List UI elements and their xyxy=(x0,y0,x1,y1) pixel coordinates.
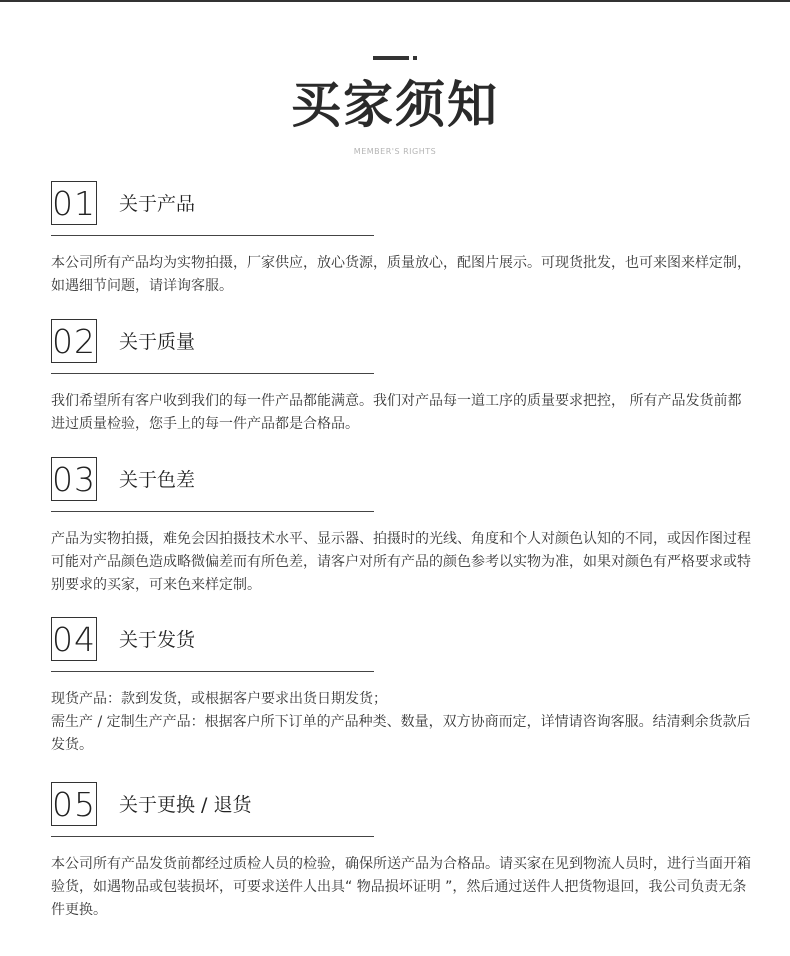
section-body xyxy=(51,688,751,757)
section-text: 现货产品：款到发货，或根据客户要求出货日期发货； xyxy=(51,691,387,707)
section-number: 05 xyxy=(51,782,97,826)
section-body xyxy=(51,528,751,597)
section-text: 本公司所有产品发货前都经过质检人员的检验，确保所送产品为合格品。请买家在见到物流人员时，进行当面开箱验货，如遇物品或包装损坏，可要求送件人出具“ 物品损坏证明 ”，然后通过送件人把货物退回，我公司负责无条件更换。 xyxy=(51,856,751,918)
section-title: 关于色差 xyxy=(119,469,196,491)
title-decoration-bar xyxy=(373,56,409,60)
page-title: 买家须知 xyxy=(291,76,499,134)
section-number: 04 xyxy=(51,617,97,661)
section-text: 需生产 / 定制生产产品：根据客户所下订单的产品种类、数量，双方协商而定，详情请咨询客服。结清剩余货款后发货。 xyxy=(51,714,751,753)
section-body xyxy=(51,390,751,436)
section-title: 关于产品 xyxy=(119,193,196,215)
section-title: 关于质量 xyxy=(119,331,196,353)
section-text: 我们希望所有客户收到我们的每一件产品都能满意。我们对产品每一道工序的质量要求把控， 所有产品发货前都进过质量检验，您手上的每一件产品都是合格品。 xyxy=(51,393,742,432)
top-border xyxy=(0,0,790,2)
section-body xyxy=(51,853,751,922)
section-title: 关于发货 xyxy=(119,629,196,651)
section-body xyxy=(51,252,751,298)
section-divider xyxy=(51,373,374,374)
section-text: 本公司所有产品均为实物拍摄，厂家供应，放心货源，质量放心，配图片展示。可现货批发，也可来图来样定制，如遇细节问题，请详询客服。 xyxy=(51,255,751,294)
section-number: 03 xyxy=(51,457,97,501)
section-divider xyxy=(51,235,374,236)
section-number: 02 xyxy=(51,319,97,363)
page-subtitle: MEMBER'S RIGHTS xyxy=(353,147,437,156)
section-number: 01 xyxy=(51,181,97,225)
section-text: 产品为实物拍摄，难免会因拍摄技术水平、显示器、拍摄时的光线、角度和个人对颜色认知的不同，或因作图过程可能对产品颜色造成略微偏差而有所色差，请客户对所有产品的颜色参考以实物为准，如果对颜色有严格要求或特别要求的买家，可来色来样定制。 xyxy=(51,531,751,593)
title-decoration xyxy=(373,56,417,60)
section-divider xyxy=(51,836,374,837)
section-divider xyxy=(51,511,374,512)
section-title: 关于更换 / 退货 xyxy=(119,794,252,816)
title-decoration-dot xyxy=(413,56,417,60)
section-divider xyxy=(51,671,374,672)
